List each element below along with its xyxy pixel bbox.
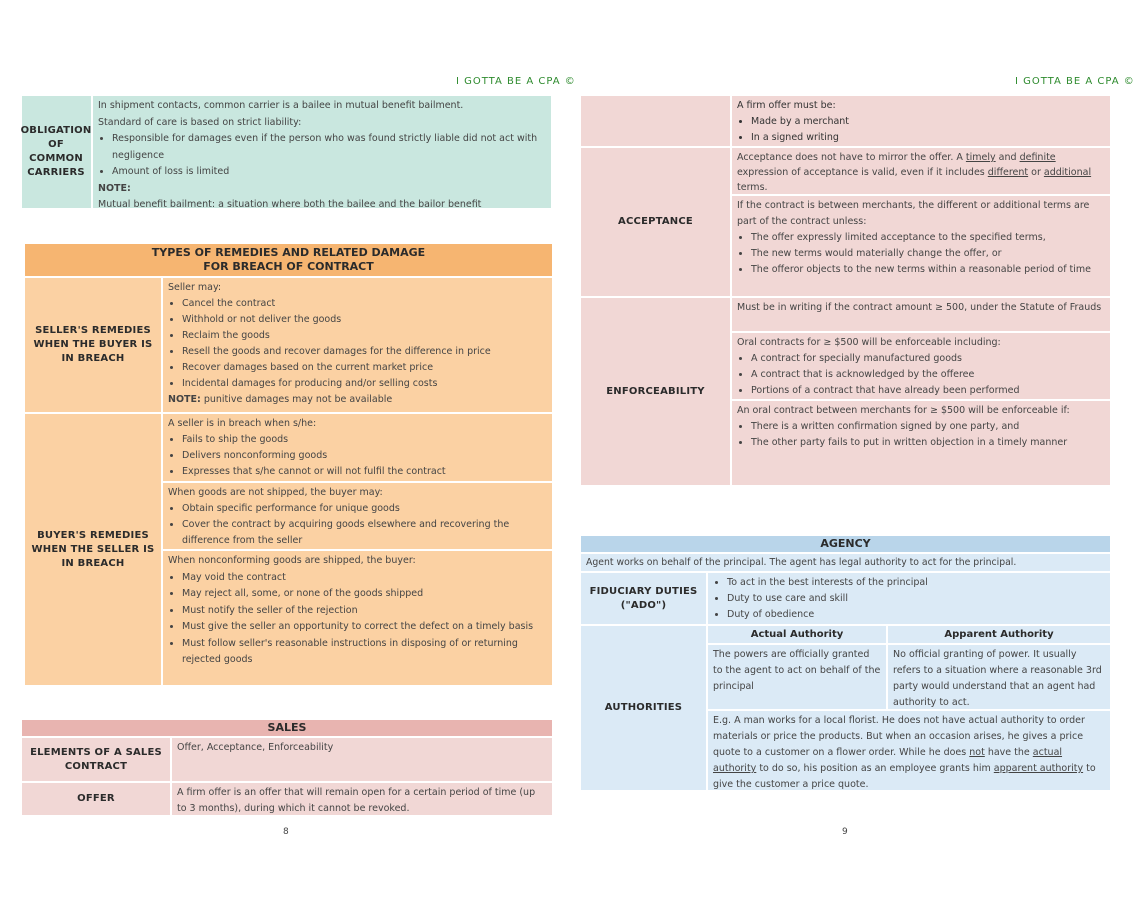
seller-note [168, 392, 547, 408]
brand-left: I GOTTA BE A CPA © [456, 76, 576, 87]
seller-remedies-label: SELLER'S REMEDIES WHEN THE BUYER IS IN BREACH [25, 278, 161, 412]
firm-offer-intro: A firm offer must be: [737, 100, 836, 111]
enforceability-bullet: • A contract that is acknowledged by the offeree [751, 367, 1105, 383]
acceptance-underline: additional [1043, 167, 1092, 178]
buyer-block1-bullet: • Fails to ship the goods [182, 432, 547, 448]
buyer-block3-bullet: • Must follow seller's reasonable instructions in disposing of or returning rejected goods [182, 636, 547, 669]
seller-remedies-content [163, 278, 552, 412]
fiduciary-content [708, 573, 1110, 624]
buyer-block2-bullet: • Cover the contract by acquiring goods elsewhere and recovering the difference from the seller [182, 517, 547, 549]
obligation-note-label: NOTE: [98, 182, 131, 194]
firm-offer-bullet: • Made by a merchant [751, 114, 1105, 130]
enforceability-p3 [732, 401, 1110, 485]
buyer-block2-bullet: • Obtain specific performance for unique goods [182, 501, 547, 517]
enforceability-bullet: • Portions of a contract that have already been performed [751, 383, 1105, 399]
example-text: to do so, his position as an employee grants him [756, 763, 994, 774]
page-number-left: 8 [283, 827, 289, 837]
buyer-block3-bullet: • Must give the seller an opportunity to correct the defect on a timely basis [182, 619, 547, 636]
firm-offer-content [732, 96, 1110, 146]
apparent-authority-text: No official granting of power. It usually refers to a situation where a reasonable 3rd party would understand that an agent had authority to act. [888, 645, 1110, 709]
acceptance-bullet: • The new terms would materially change the offer, or [751, 246, 1105, 262]
enforceability-p3-bullets [737, 419, 1105, 451]
obligation-section [22, 96, 551, 208]
fiduciary-bullet: • Duty to use care and skill [727, 591, 1105, 607]
obligation-label: OBLIGATION OF COMMON CARRIERS [20, 125, 92, 178]
actual-authority-text: The powers are officially granted to the agent to act on behalf of the principal [708, 645, 886, 709]
fiduciary-label: FIDUCIARY DUTIES ("ADO") [581, 573, 706, 624]
seller-intro: Seller may: [168, 282, 222, 293]
remedies-title: TYPES OF REMEDIES AND RELATED DAMAGE FOR BREACH OF CONTRACT [25, 244, 552, 276]
buyer-block1-bullet: • Delivers nonconforming goods [182, 448, 547, 464]
obligation-bullet: • Responsible for damages even if the person who was found strictly liable did not act with negligence [112, 131, 546, 164]
acceptance-bullet: • The offer expressly limited acceptance to the specified terms, [751, 230, 1105, 246]
acceptance-underline: different [987, 167, 1029, 178]
buyer-block2-intro: When goods are not shipped, the buyer may: [168, 487, 383, 498]
acceptance-bullet: • The offeror objects to the new terms within a reasonable period of time [751, 262, 1105, 278]
example-underline: not [969, 747, 985, 758]
sales-elements-label: ELEMENTS OF A SALES CONTRACT [22, 738, 170, 781]
sales-title: SALES [22, 720, 552, 736]
acceptance-text: terms. [737, 182, 768, 193]
actual-authority-header: Actual Authority [708, 626, 886, 643]
authority-example [708, 711, 1110, 790]
example-text: to give the customer a price quote. [713, 763, 1096, 790]
example-underline: apparent authority [993, 763, 1084, 774]
example-underline: actual authority [713, 747, 1063, 774]
fiduciary-bullet: • To act in the best interests of the principal [727, 575, 1105, 591]
buyer-block2-bullets [168, 501, 547, 549]
page-number-right: 9 [842, 827, 848, 837]
obligation-content [93, 96, 551, 216]
enforceability-p2-bullets [737, 351, 1105, 399]
authorities-label: AUTHORITIES [581, 626, 706, 790]
enforceability-p3-intro: An oral contract between merchants for ≥ $500 will be enforceable if: [737, 405, 1070, 416]
enforceability-label: ENFORCEABILITY [581, 298, 730, 485]
obligation-bullet: • Amount of loss is limited [112, 164, 546, 181]
acceptance-underline: definite [1019, 152, 1056, 163]
enforceability-p2 [732, 333, 1110, 399]
sales-offer-label: OFFER [22, 783, 170, 815]
seller-bullet: • Incidental damages for producing and/or selling costs [182, 376, 547, 392]
seller-note-text: punitive damages may not be available [203, 394, 393, 405]
brand-right: I GOTTA BE A CPA © [1015, 76, 1135, 87]
obligation-line2: Standard of care is based on strict liability: [98, 116, 302, 128]
apparent-authority-header: Apparent Authority [888, 626, 1110, 643]
buyer-block1-bullets [168, 432, 547, 480]
acceptance-text: Acceptance does not have to mirror the offer. A [737, 152, 966, 163]
seller-bullets [168, 296, 547, 392]
fiduciary-bullets [713, 575, 1105, 623]
buyer-block3-bullet: • May void the contract [182, 570, 547, 587]
acceptance-p2 [732, 196, 1110, 296]
buyer-block3-intro: When nonconforming goods are shipped, the buyer: [168, 555, 416, 566]
sales-section [22, 720, 552, 815]
buyer-block1-intro: A seller is in breach when s/he: [168, 418, 317, 429]
enforceability-p2-intro: Oral contracts for ≥ $500 will be enforceable including: [737, 337, 1001, 348]
buyer-block1 [163, 414, 552, 481]
firm-offer-bullets [737, 114, 1105, 146]
buyer-block3-bullets [168, 570, 547, 669]
seller-bullet: • Cancel the contract [182, 296, 547, 312]
seller-bullet: • Withhold or not deliver the goods [182, 312, 547, 328]
agency-title: AGENCY [581, 536, 1110, 552]
enforceability-bullet: • The other party fails to put in written objection in a timely manner [751, 435, 1105, 451]
obligation-note: Mutual benefit bailment: a situation where both the bailee and the bailor benefit [98, 199, 482, 210]
acceptance-p2-intro: If the contract is between merchants, the different or additional terms are part of the contract unless: [737, 200, 1090, 227]
acceptance-text: or [1028, 167, 1044, 178]
acceptance-p2-bullets [737, 230, 1105, 278]
buyer-block2 [163, 483, 552, 549]
agency-section [581, 536, 1110, 790]
firm-offer-label-cell [581, 96, 730, 146]
buyer-block1-bullet: • Expresses that s/he cannot or will not fulfil the contract [182, 464, 547, 480]
buyer-block3 [163, 551, 552, 685]
seller-note-label: NOTE: [168, 394, 201, 405]
example-text: E.g. A man works for a local florist. He does not have actual authority to order materials or price the products. But when an occasion arises, he gives a price quote to a customer on a flower order. While he does [713, 715, 1085, 758]
acceptance-label: ACCEPTANCE [581, 148, 730, 296]
buyer-block3-bullet: • Must notify the seller of the rejection [182, 603, 547, 620]
seller-bullet: • Resell the goods and recover damages for the difference in price [182, 344, 547, 360]
firm-offer-bullet: • In a signed writing [751, 130, 1105, 146]
agency-intro: Agent works on behalf of the principal. The agent has legal authority to act for the principal. [581, 554, 1110, 571]
acceptance-underline: timely [965, 152, 996, 163]
fiduciary-bullet: • Duty of obedience [727, 607, 1105, 623]
acceptance-p1 [732, 148, 1110, 194]
enforceability-p1: Must be in writing if the contract amount ≥ 500, under the Statute of Frauds [732, 298, 1110, 331]
contract-section [581, 96, 1110, 485]
obligation-bullets [98, 131, 546, 181]
remedies-section [25, 244, 552, 685]
obligation-line1: In shipment contacts, common carrier is a bailee in mutual benefit bailment. [98, 100, 464, 111]
enforceability-bullet: • A contract for specially manufactured goods [751, 351, 1105, 367]
buyer-remedies-label: BUYER'S REMEDIES WHEN THE SELLER IS IN BREACH [25, 414, 161, 685]
seller-bullet: • Recover damages based on the current market price [182, 360, 547, 376]
buyer-block3-bullet: • May reject all, some, or none of the goods shipped [182, 586, 547, 603]
seller-bullet: • Reclaim the goods [182, 328, 547, 344]
sales-offer-text: A firm offer is an offer that will remain open for a certain period of time (up to 3 months), during which it cannot be revoked. [172, 783, 552, 815]
enforceability-bullet: • There is a written confirmation signed by one party, and [751, 419, 1105, 435]
acceptance-text: and [995, 152, 1020, 163]
sales-elements-text: Offer, Acceptance, Enforceability [172, 738, 552, 781]
acceptance-text: expression of acceptance is valid, even if it includes [737, 167, 988, 178]
example-text: have the [984, 747, 1033, 758]
